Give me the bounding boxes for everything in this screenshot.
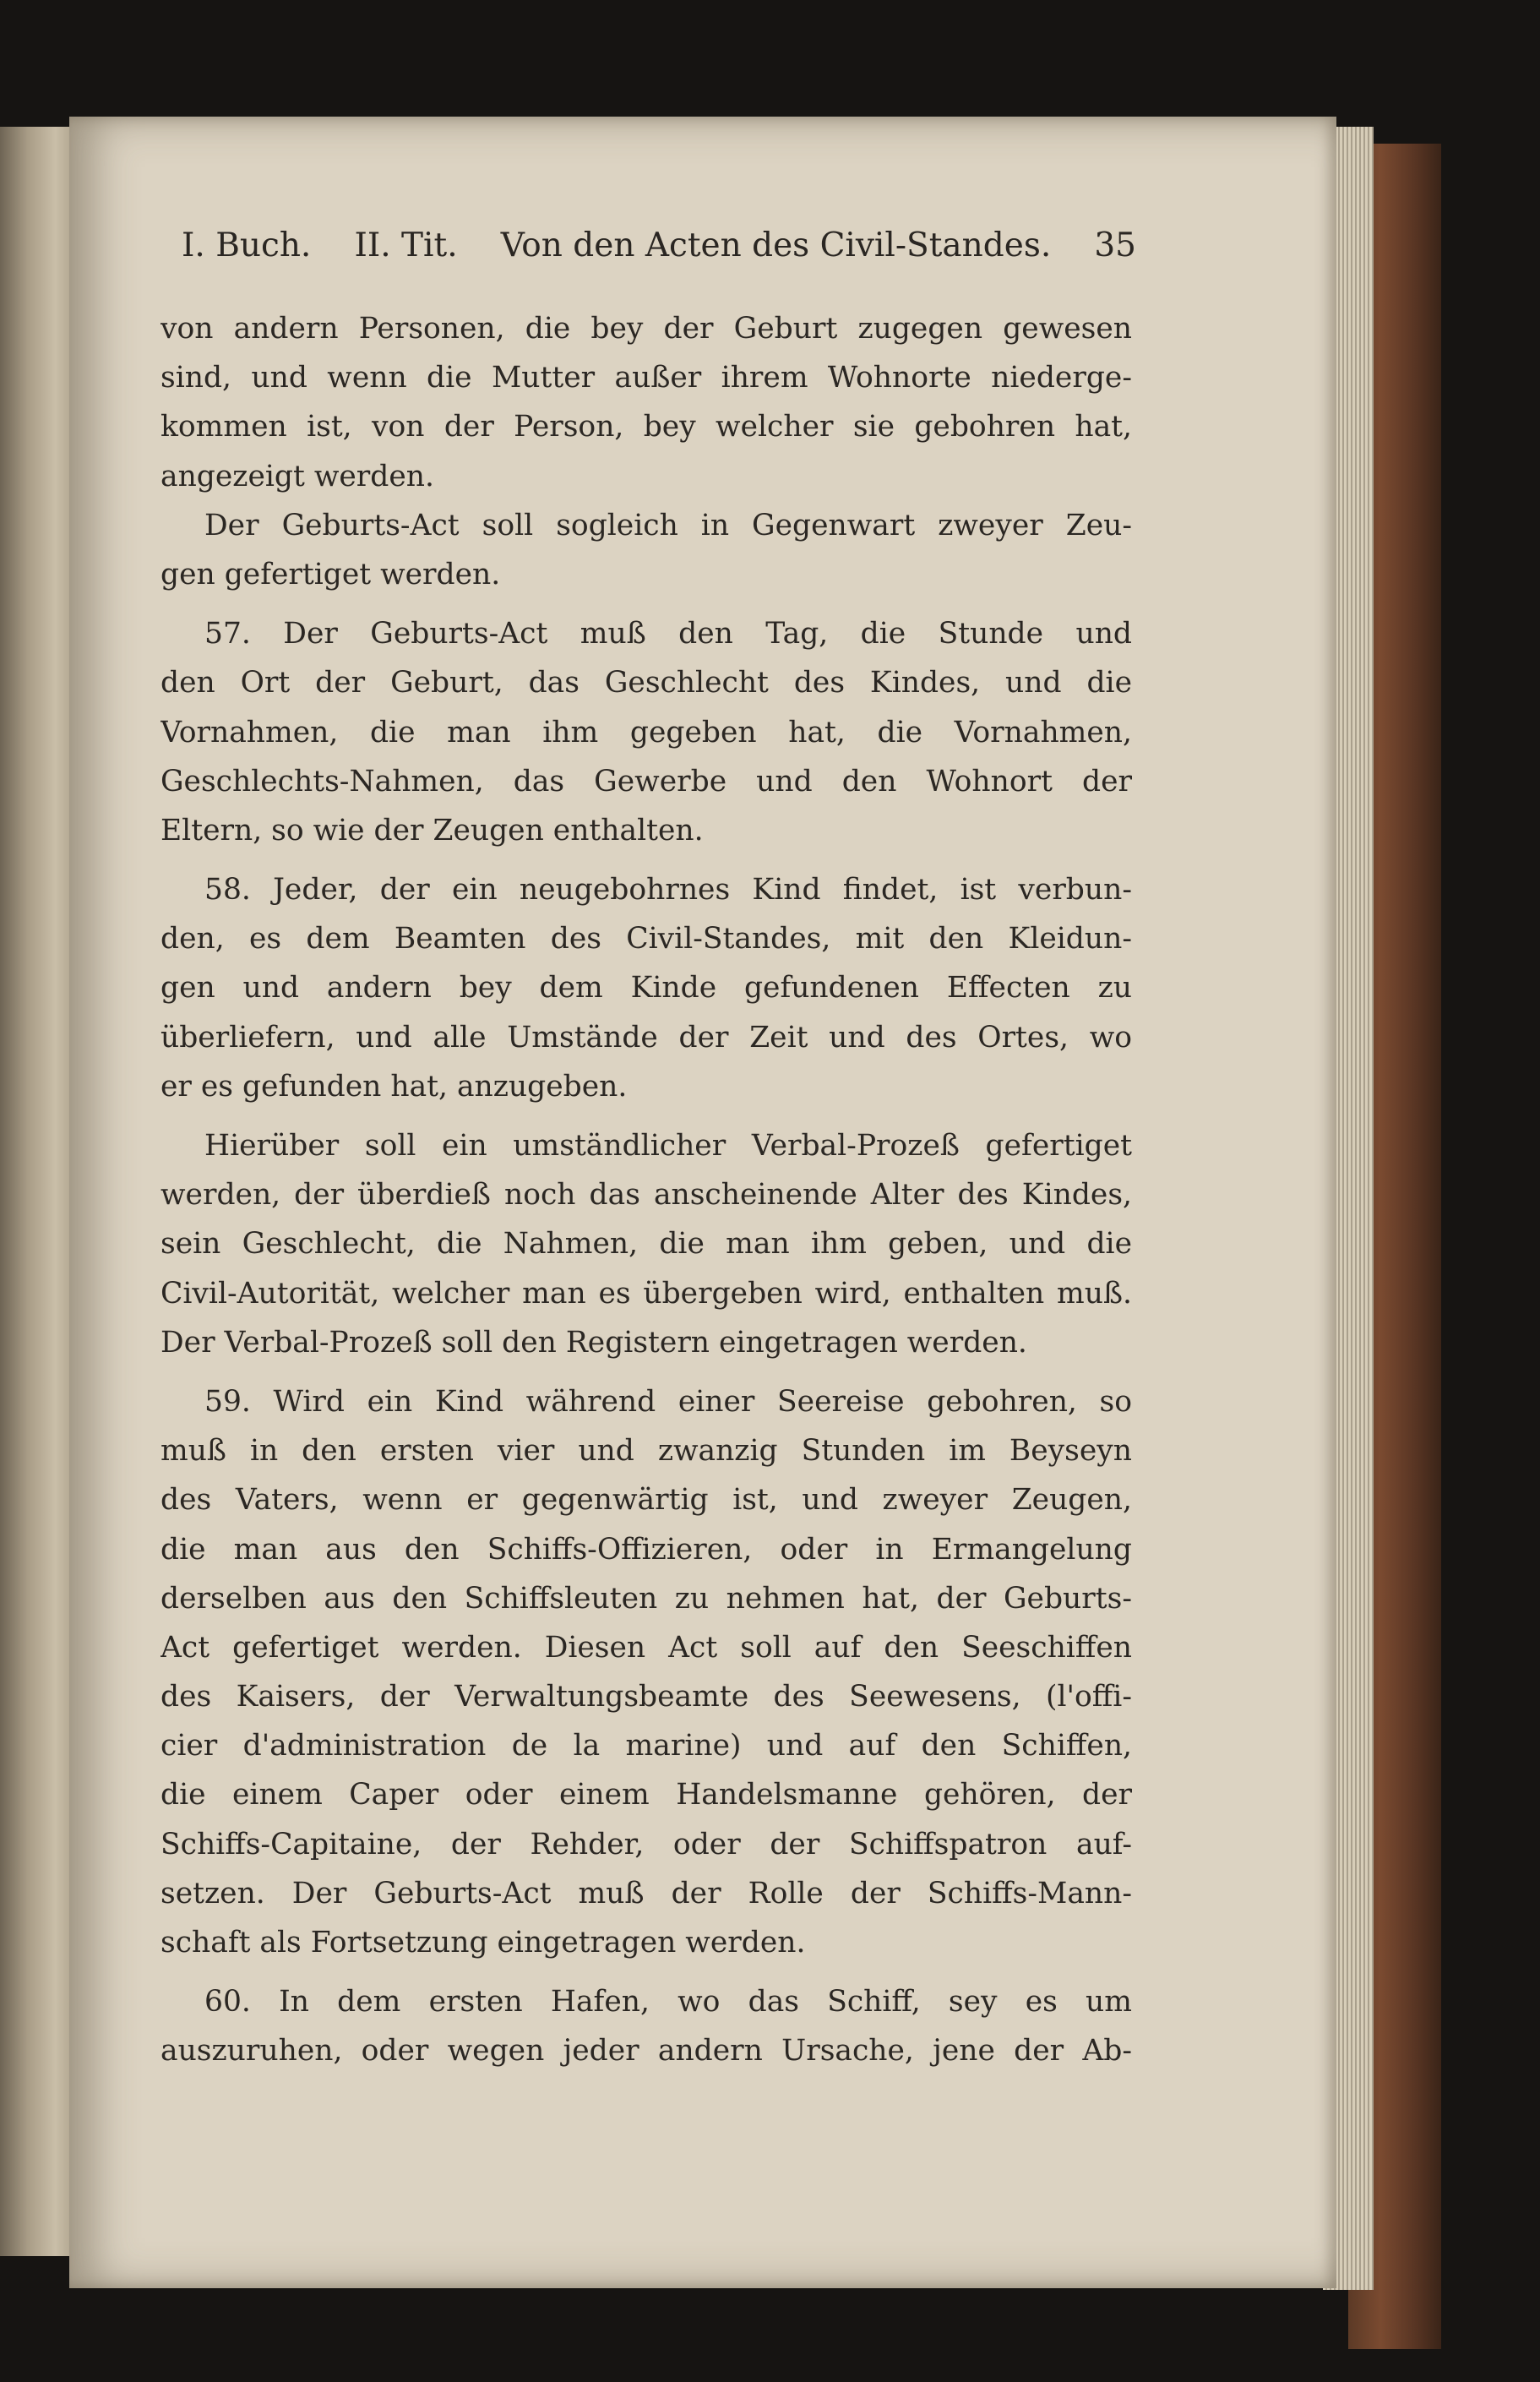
text-line: Geschlechts-Nahmen, das Gewerbe und den Wohnort der	[161, 764, 1132, 799]
text-line: kommen ist, von der Person, bey welcher sie gebohren hat,	[161, 410, 1132, 444]
text-line: von andern Personen, die bey der Geburt zugegen gewesen	[161, 312, 1132, 346]
text-line: 59. Wird ein Kind während einer Seereise gebohren, so	[204, 1384, 1132, 1419]
text-line: den, es dem Beamten des Civil-Standes, mit den Kleidun-	[161, 922, 1132, 957]
header-title: Von den Acten des Civil-Standes.	[500, 226, 1052, 264]
text-line: er es gefunden hat, anzugeben.	[161, 1069, 628, 1104]
text-line: Schiffs-Capitaine, der Rehder, oder der Schiffspatron auf-	[161, 1827, 1132, 1861]
header-book: I. Buch.	[182, 226, 312, 264]
text-line: Der Verbal-Prozeß soll den Registern eingetragen werden.	[161, 1325, 1027, 1360]
text-line: 57. Der Geburts-Act muß den Tag, die Stunde und	[204, 617, 1132, 651]
text-line: Der Geburts-Act soll sogleich in Gegenwart zweyer Zeu-	[204, 508, 1132, 542]
running-header	[182, 226, 1136, 264]
text-line: derselben aus den Schiffsleuten zu nehmen hat, der Geburts-	[161, 1581, 1132, 1616]
text-line: gen und andern bey dem Kinde gefundenen Effecten zu	[161, 971, 1132, 1006]
text-line: sind, und wenn die Mutter außer ihrem Wohnorte niederge-	[161, 361, 1132, 395]
text-line: Vornahmen, die man ihm gegeben hat, die Vornahmen,	[161, 715, 1132, 749]
text-line: die einem Caper oder einem Handelsmanne gehören, der	[161, 1778, 1132, 1812]
text-line: den Ort der Geburt, das Geschlecht des Kindes, und die	[161, 666, 1132, 700]
text-line: angezeigt werden.	[161, 459, 434, 493]
text-line: auszuruhen, oder wegen jeder andern Ursache, jene der Ab-	[161, 2034, 1132, 2069]
text-line: cier d'administration de la marine) und auf den Schiffen,	[161, 1729, 1132, 1763]
text-line: die man aus den Schiffs-Offizieren, oder in Ermangelung	[161, 1532, 1132, 1567]
text-line: Act gefertiget werden. Diesen Act soll auf den Seeschiffen	[161, 1630, 1132, 1665]
text-line: Hierüber soll ein umständlicher Verbal-Prozeß gefertiget	[204, 1129, 1132, 1163]
text-line: 58. Jeder, der ein neugebohrnes Kind findet, ist verbun-	[204, 873, 1132, 908]
text-line: setzen. Der Geburts-Act muß der Rolle der Schiffs-Mann-	[161, 1876, 1132, 1911]
page-number: 35	[1094, 226, 1136, 264]
text-line: 60. In dem ersten Hafen, wo das Schiff, sey es um	[204, 1985, 1132, 2020]
text-line: des Kaisers, der Verwaltungsbeamte des Seewesens, (l'offi-	[161, 1680, 1132, 1714]
text-line: sein Geschlecht, die Nahmen, die man ihm geben, und die	[161, 1227, 1132, 1262]
text-line: Civil-Autorität, welcher man es übergeben wird, enthalten muß.	[161, 1276, 1132, 1311]
text-line: werden, der überdieß noch das anscheinende Alter des Kindes,	[161, 1178, 1132, 1213]
text-line: überliefern, und alle Umstände der Zeit und des Ortes, wo	[161, 1020, 1132, 1055]
left-page-edge	[0, 127, 69, 2256]
text-line: gen gefertiget werden.	[161, 557, 501, 591]
header-title-section: II. Tit.	[354, 226, 458, 264]
text-line: schaft als Fortsetzung eingetragen werden.	[161, 1926, 806, 1960]
text-line: muß in den ersten vier und zwanzig Stunden im Beyseyn	[161, 1434, 1132, 1469]
text-line: des Vaters, wenn er gegenwärtig ist, und zweyer Zeugen,	[161, 1483, 1132, 1518]
page-body	[161, 304, 1132, 2076]
text-line: Eltern, so wie der Zeugen enthalten.	[161, 813, 704, 848]
